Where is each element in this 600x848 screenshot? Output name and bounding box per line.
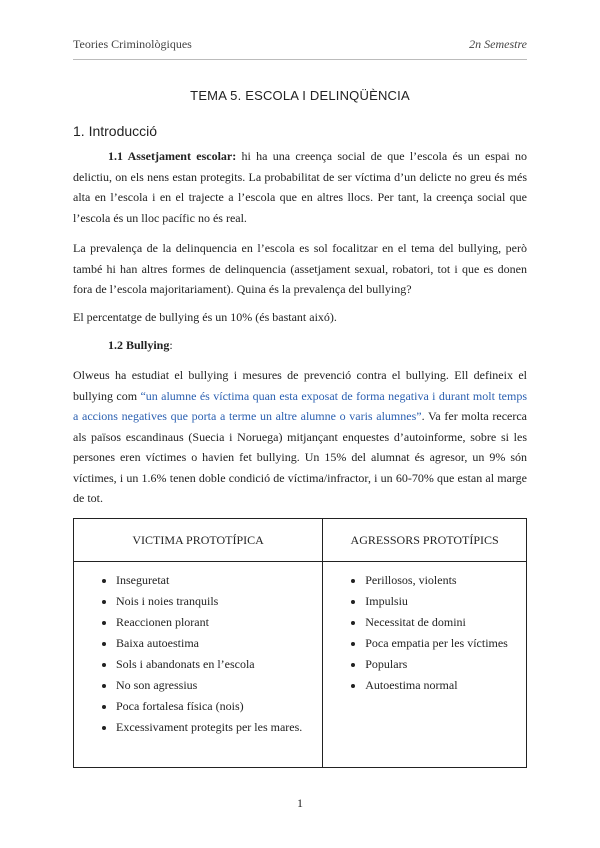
document-title: TEMA 5. ESCOLA I DELINQÜÈNCIA bbox=[190, 88, 410, 103]
page-number: 1 bbox=[297, 796, 303, 810]
list-item: • Reaccionen plorant bbox=[116, 612, 312, 633]
paragraph-assetjament bbox=[73, 146, 527, 228]
subsection-heading-bullying bbox=[108, 338, 173, 353]
course-name: Teories Criminològiques bbox=[73, 37, 192, 51]
bullying-definition-quote: “un alumne és víctima quan esta exposat de forma negativa i durant molt temps a accions negatives que porta a terme un altre alumne o varis alumnes” bbox=[73, 388, 527, 423]
subsection-label-bullying: 1.2 Bullying bbox=[108, 338, 170, 352]
table-content-row bbox=[74, 562, 527, 768]
page-header bbox=[73, 37, 527, 52]
assetjament-text: hi ha una creença social de que l’escola és un espai no delictiu, on els nens estan protegits. La probabilitat de ser víctima d’un delicte no greu és més alta en l’escola i en el trajecte a l’escola que en altres llocs. Per tant, la creença social que l’escola és un lloc pacífic no és real. bbox=[73, 149, 527, 225]
semester-label: 2n Semestre bbox=[469, 37, 527, 51]
olweus-text-intro: Olweus ha estudiat el bullying i mesures de prevenció contra el bullying. Ell defineix el bullying com bbox=[73, 368, 527, 403]
paragraph-olweus bbox=[73, 365, 527, 509]
list-item: • Inseguretat bbox=[116, 570, 312, 591]
victim-traits-list bbox=[74, 562, 322, 738]
list-item: • Perillosos, violents bbox=[365, 570, 516, 591]
header-divider bbox=[73, 59, 527, 60]
list-item: • Necessitat de domini bbox=[365, 612, 516, 633]
list-item: • Populars bbox=[365, 654, 516, 675]
subsection-label-assetjament: 1.1 Assetjament escolar: bbox=[108, 149, 237, 163]
prototype-table bbox=[73, 518, 527, 768]
table-header-row bbox=[74, 519, 527, 562]
victim-traits-cell bbox=[74, 562, 323, 768]
list-item: • Impulsiu bbox=[365, 591, 516, 612]
list-item: • Autoestima normal bbox=[365, 675, 516, 696]
list-item: • Excessivament protegits per les mares. bbox=[116, 717, 312, 738]
header-agressors-prototipics: AGRESSORS PROTOTÍPICS bbox=[323, 519, 527, 562]
list-item: • Baixa autoestima bbox=[116, 633, 312, 654]
paragraph-percentatge: El percentatge de bullying és un 10% (és bastant aixó). bbox=[73, 310, 337, 324]
list-item: • Poca empatia per les víctimes bbox=[365, 633, 516, 654]
list-item: • Sols i abandonats en l’escola bbox=[116, 654, 312, 675]
subsection-colon: : bbox=[169, 338, 173, 352]
paragraph-prevalenca: La prevalença de la delinquencia en l’escola es sol focalitzar en el tema del bullying, però també hi han altres formes de delinquencia (assetjament sexual, robatori, tot i que es donen fora de l’escola majoritariament). Quina és la prevalença del bullying? bbox=[73, 241, 527, 296]
aggressor-traits-cell bbox=[323, 562, 527, 768]
aggressor-traits-list bbox=[323, 562, 526, 696]
section-heading-introduccio: 1. Introducció bbox=[73, 123, 158, 139]
list-item: • Nois i noies tranquils bbox=[116, 591, 312, 612]
olweus-text-rest: . Va fer molta recerca als països escandinaus (Suecia i Noruega) mitjançant enquestes d’autoinforme, sobre si les persones eren víctimes o havien fet bullying. Un 15% del alumnat és agresor, un 9% són víctimes, i un 1.6% tenen doble condició de víctima/infractor, i un 60-70% que estan al marge de tot. bbox=[73, 409, 527, 505]
list-item: • Poca fortalesa física (nois) bbox=[116, 696, 312, 717]
header-victima-prototipica: VICTIMA PROTOTÍPICA bbox=[74, 519, 323, 562]
list-item: • No son agressius bbox=[116, 675, 312, 696]
